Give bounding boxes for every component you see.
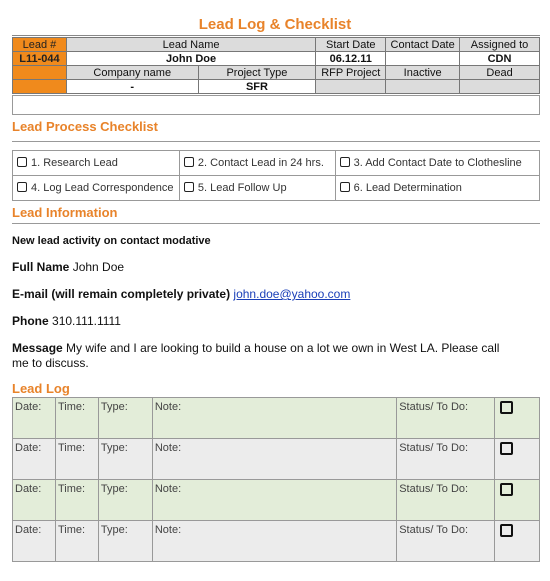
- checkbox-icon[interactable]: [340, 157, 350, 167]
- email-label: E-mail (will remain completely private): [12, 287, 231, 301]
- page-title: Lead Log & Checklist: [198, 16, 352, 33]
- done-checkbox-cell[interactable]: [495, 480, 540, 521]
- phone-row: [12, 314, 121, 328]
- time-cell[interactable]: Time:: [55, 439, 98, 480]
- checklist-item[interactable]: [13, 176, 180, 201]
- info-title: Lead Information: [12, 205, 118, 220]
- lead-name-label: Lead Name: [66, 38, 315, 52]
- inactive-label: Inactive: [386, 66, 460, 80]
- full-name-value: John Doe: [72, 260, 125, 274]
- done-checkbox-cell[interactable]: [495, 521, 540, 562]
- checklist-title: Lead Process Checklist: [12, 119, 158, 134]
- dead-value[interactable]: [460, 80, 540, 94]
- done-checkbox-cell[interactable]: [495, 398, 540, 439]
- checklist-item[interactable]: [13, 151, 180, 176]
- full-name-row: [12, 260, 124, 274]
- company-name-label: Company name: [66, 66, 198, 80]
- project-type-label: Project Type: [198, 66, 316, 80]
- contact-date-value[interactable]: [386, 52, 460, 66]
- dead-label: Dead: [460, 66, 540, 80]
- full-name-label: Full Name: [12, 260, 70, 274]
- checkbox-icon[interactable]: [500, 483, 513, 496]
- log-row: [13, 398, 540, 439]
- time-cell[interactable]: Time:: [55, 521, 98, 562]
- assigned-to-label: Assigned to: [460, 38, 540, 52]
- info-subtitle: New lead activity on contact modative: [12, 235, 211, 247]
- log-title: Lead Log: [12, 381, 70, 396]
- checklist-table: [12, 150, 540, 201]
- header-spacer-box: [12, 95, 540, 115]
- checkbox-icon[interactable]: [500, 524, 513, 537]
- status-cell[interactable]: Status/ To Do:: [397, 521, 495, 562]
- checkbox-icon[interactable]: [184, 157, 194, 167]
- time-cell[interactable]: Time:: [55, 480, 98, 521]
- note-cell[interactable]: Note:: [152, 439, 396, 480]
- checklist-item-label: 6. Lead Determination: [353, 182, 462, 194]
- date-cell[interactable]: Date:: [13, 521, 56, 562]
- checklist-item-label: 3. Add Contact Date to Clothesline: [353, 157, 522, 169]
- message-row: [12, 341, 540, 371]
- note-cell[interactable]: Note:: [152, 398, 396, 439]
- start-date-label: Start Date: [316, 38, 386, 52]
- type-cell[interactable]: Type:: [98, 480, 152, 521]
- checklist-item-label: 5. Lead Follow Up: [197, 182, 287, 194]
- checklist-divider: [12, 141, 540, 142]
- checklist-item[interactable]: [335, 151, 539, 176]
- type-cell[interactable]: Type:: [98, 398, 152, 439]
- checkbox-icon[interactable]: [500, 442, 513, 455]
- inactive-value[interactable]: [386, 80, 460, 94]
- status-cell[interactable]: Status/ To Do:: [397, 439, 495, 480]
- company-name-value[interactable]: -: [66, 80, 198, 94]
- date-cell[interactable]: Date:: [13, 480, 56, 521]
- time-cell[interactable]: Time:: [55, 398, 98, 439]
- rfp-project-value[interactable]: [316, 80, 386, 94]
- checkbox-icon[interactable]: [17, 182, 27, 192]
- checklist-item[interactable]: [335, 176, 539, 201]
- checkbox-icon[interactable]: [340, 182, 350, 192]
- date-cell[interactable]: Date:: [13, 439, 56, 480]
- message-label: Message: [12, 341, 63, 355]
- checkbox-icon[interactable]: [184, 182, 194, 192]
- lead-number-label: Lead #: [13, 38, 67, 52]
- lead-number-value[interactable]: L11-044: [13, 52, 67, 66]
- status-cell[interactable]: Status/ To Do:: [397, 398, 495, 439]
- info-divider: [12, 223, 540, 224]
- done-checkbox-cell[interactable]: [495, 439, 540, 480]
- log-row: [13, 480, 540, 521]
- phone-label: Phone: [12, 314, 49, 328]
- title-divider: [12, 35, 540, 36]
- checklist-item-label: 4. Log Lead Correspondence: [31, 182, 174, 194]
- checkbox-icon[interactable]: [500, 401, 513, 414]
- project-type-value[interactable]: SFR: [198, 80, 316, 94]
- start-date-value[interactable]: 06.12.11: [316, 52, 386, 66]
- lead-log-table: [12, 397, 540, 562]
- checklist-item-label: 2. Contact Lead in 24 hrs.: [197, 157, 324, 169]
- checklist-item-label: 1. Research Lead: [31, 157, 118, 169]
- lead-header-table: [12, 37, 540, 94]
- type-cell[interactable]: Type:: [98, 521, 152, 562]
- note-cell[interactable]: Note:: [152, 480, 396, 521]
- message-text-line2: me to discuss.: [12, 356, 89, 370]
- header-blank-cell: [13, 80, 67, 94]
- phone-value: 310.111.1111: [52, 314, 121, 328]
- email-row: [12, 287, 350, 301]
- contact-date-label: Contact Date: [386, 38, 460, 52]
- type-cell[interactable]: Type:: [98, 439, 152, 480]
- header-blank-cell: [13, 66, 67, 80]
- rfp-project-label: RFP Project: [316, 66, 386, 80]
- note-cell[interactable]: Note:: [152, 521, 396, 562]
- status-cell[interactable]: Status/ To Do:: [397, 480, 495, 521]
- checklist-item[interactable]: [179, 151, 335, 176]
- assigned-to-value[interactable]: CDN: [460, 52, 540, 66]
- message-text-line1: My wife and I are looking to build a house on a lot we own in West LA. Please call: [66, 341, 500, 355]
- email-link[interactable]: john.doe@yahoo.com: [233, 287, 351, 301]
- checklist-item[interactable]: [179, 176, 335, 201]
- log-row: [13, 521, 540, 562]
- date-cell[interactable]: Date:: [13, 398, 56, 439]
- lead-name-value[interactable]: John Doe: [66, 52, 315, 66]
- checkbox-icon[interactable]: [17, 157, 27, 167]
- log-row: [13, 439, 540, 480]
